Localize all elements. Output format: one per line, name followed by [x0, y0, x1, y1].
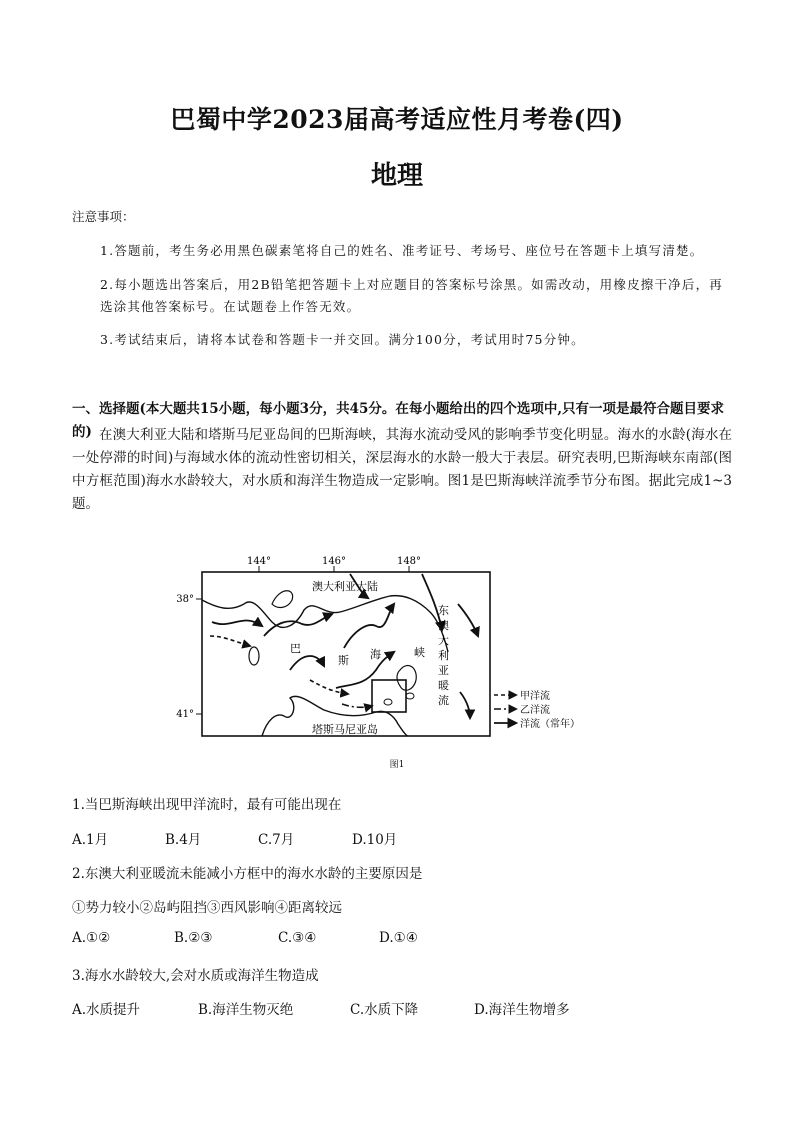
option[interactable]: D.10月: [352, 832, 398, 848]
option[interactable]: B.4月: [165, 832, 202, 848]
lat-label: 41°: [176, 709, 194, 720]
strait-label-char: 斯: [338, 654, 349, 667]
king-island: [249, 647, 259, 665]
strait-label-char: 海: [370, 648, 381, 661]
current-label-char: 利: [438, 649, 449, 662]
current-solid: [344, 604, 394, 648]
current-label-char: 东: [438, 604, 449, 617]
reading-passage: 在澳大利亚大陆和塔斯马尼亚岛间的巴斯海峡，其海水流动受风的影响季节变化明显。海水的水龄(海水在一处停滞的时间)与海域水体的流动性密切相关，深层海水的水龄一般大于表层。研究表明,巴斯海峡东南部(图中方框范围)海水水龄较大，对水质和海洋生物造成一定影响。图1是巴斯海峡洋流季节分布图。据此完成1~3题。: [72, 427, 732, 512]
option[interactable]: A.1月: [72, 832, 109, 848]
mainland-coastline: [202, 596, 448, 652]
section-heading: 一、选择题(本大题共15小题，每小题3分，共45分。在每小题给出的四个选项中,只有一项是最符合题目要求的): [72, 401, 725, 440]
subject-title: 地理: [370, 161, 423, 191]
bay-outline: [272, 591, 293, 608]
legend-label: 甲洋流: [520, 691, 550, 702]
current-label-char: 亚: [438, 664, 449, 677]
current-solid: [212, 620, 262, 626]
option[interactable]: D.海洋生物增多: [474, 1002, 570, 1018]
figure-bass-strait-map: [172, 552, 620, 742]
current-jia: [210, 636, 250, 646]
current-solid: [460, 692, 470, 718]
current-label-char: 澳: [438, 619, 449, 632]
current-label-char: 暖: [438, 679, 449, 692]
lon-label: 144°: [246, 556, 272, 567]
option[interactable]: A.①②: [72, 930, 111, 946]
notice-heading: 注意事项：: [72, 209, 135, 224]
current-yi: [342, 704, 372, 707]
notice-item: 1.答题前，考生务必用黑色碳素笔将自己的姓名、准考证号、考场号、座位号在答题卡上填写清楚。: [100, 243, 704, 258]
option[interactable]: B.②③: [174, 930, 213, 946]
strait-label-char: 巴: [290, 642, 301, 655]
option[interactable]: D.①④: [379, 930, 418, 946]
study-area-box: [372, 680, 406, 712]
option[interactable]: C.7月: [258, 832, 295, 848]
question-2-stem: 2.东澳大利亚暖流未能减小方框中的海水水龄的主要原因是: [72, 866, 423, 882]
current-solid: [458, 604, 478, 636]
option[interactable]: C.水质下降: [350, 1002, 419, 1018]
figure-caption: 图1: [389, 760, 405, 770]
lat-label: 38°: [176, 594, 194, 605]
question-2-choices: ①势力较小②岛屿阻挡③西风影响④距离较远: [72, 900, 342, 916]
lon-label: 146°: [321, 556, 347, 567]
exam-title: 巴蜀中学2023届高考适应性月考卷(四): [170, 105, 624, 134]
current-label-char: 流: [438, 694, 449, 707]
mainland-label: 澳大利亚大陆: [312, 580, 378, 593]
option[interactable]: B.海洋生物灭绝: [198, 1002, 294, 1018]
strait-label-char: 峡: [414, 646, 425, 659]
legend-label: 洋流（常年）: [520, 719, 580, 730]
current-solid: [264, 614, 332, 636]
legend-label: 乙洋流: [520, 705, 550, 716]
lon-label: 148°: [396, 556, 422, 567]
question-1-stem: 1.当巴斯海峡出现甲洋流时，最有可能出现在: [72, 797, 342, 813]
notice-item: 3.考试结束后，请将本试卷和答题卡一并交回。满分100分，考试用时75分钟。: [100, 332, 585, 347]
current-solid: [290, 656, 324, 670]
option[interactable]: A.水质提升: [72, 1002, 141, 1018]
current-label-char: 大: [438, 634, 449, 647]
island-label: 塔斯马尼亚岛: [312, 723, 378, 736]
notice-item: 2.每小题选出答案后，用2B铅笔把答题卡上对应题目的答案标号涂黑。如需改动，用橡皮擦干净后，再选涂其他答案标号。在试题卷上作答无效。: [100, 277, 723, 314]
question-3-stem: 3.海水水龄较大,会对水质或海洋生物造成: [72, 968, 319, 984]
option[interactable]: C.③④: [278, 930, 317, 946]
